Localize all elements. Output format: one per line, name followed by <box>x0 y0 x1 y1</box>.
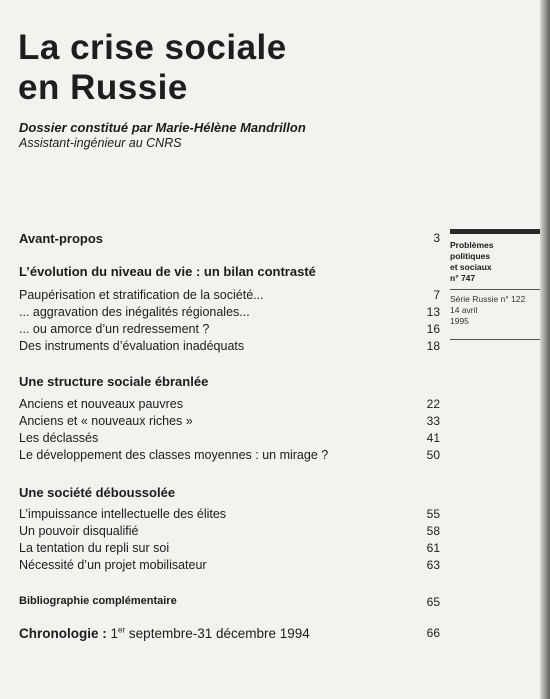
issue-date: 14 avril <box>450 305 478 315</box>
issue-year: 1995 <box>450 316 469 326</box>
title-line-2: en Russie <box>18 68 188 107</box>
toc-entry[interactable]: ... aggravation des inégalités régionales... 13 <box>19 305 440 319</box>
page-number: 61 <box>426 541 440 555</box>
toc-entry[interactable]: Paupérisation et stratification de la société... 7 <box>19 288 440 302</box>
toc-entry[interactable]: Anciens et nouveaux pauvres 22 <box>19 397 440 411</box>
author-role: Assistant-ingénieur au CNRS <box>19 136 182 150</box>
series-info <box>450 294 540 327</box>
page-number: 65 <box>426 595 440 609</box>
toc-entry[interactable]: ... ou amorce d’un redressement ? 16 <box>19 322 440 336</box>
page-edge-shadow <box>540 0 550 699</box>
page-number: 66 <box>426 626 440 640</box>
page-number: 55 <box>426 507 440 521</box>
page-number: 58 <box>426 524 440 538</box>
sidebar-bottom-rule <box>450 339 540 340</box>
chronologie-label: Chronologie : <box>19 626 107 641</box>
section-heading-structure-sociale: Une structure sociale ébranlée <box>19 374 209 389</box>
toc-entry[interactable]: Des instruments d’évaluation inadéquats 18 <box>19 339 440 353</box>
page-number: 22 <box>426 397 440 411</box>
series-number: Série Russie n° 122 <box>450 294 526 304</box>
toc-entry[interactable]: Anciens et « nouveaux riches » 33 <box>19 414 440 428</box>
page-title <box>18 28 287 108</box>
toc-entry[interactable]: Le développement des classes moyennes : un mirage ? 50 <box>19 448 440 462</box>
toc-entry[interactable]: Les déclassés 41 <box>19 431 440 445</box>
title-line-1: La crise sociale <box>18 28 287 67</box>
author-line: Dossier constitué par Marie-Hélène Mandrillon <box>19 120 306 135</box>
page-number: 63 <box>426 558 440 572</box>
series-title: Problèmes politiques et sociaux n° 747 <box>450 240 540 284</box>
toc-chronologie[interactable] <box>19 626 440 644</box>
page-number: 7 <box>433 288 440 302</box>
chronologie-period: septembre-31 décembre 1994 <box>128 626 310 641</box>
section-heading-societe-deboussolee: Une société déboussolée <box>19 485 176 500</box>
chronologie-day: 1 <box>110 626 119 641</box>
issue-number: n° 747 <box>450 273 476 283</box>
toc-entry[interactable]: Un pouvoir disqualifié 58 <box>19 524 440 538</box>
page-number: 3 <box>433 231 440 245</box>
series-sidebar <box>450 229 540 340</box>
page-number: 50 <box>426 448 440 462</box>
sidebar-divider <box>450 289 540 290</box>
page-number: 18 <box>426 339 440 353</box>
toc-avant-propos[interactable]: Avant-propos 3 <box>19 231 440 246</box>
toc-entry[interactable]: L’impuissance intellectuelle des élites 55 <box>19 507 440 521</box>
toc-entry[interactable]: Nécessité d’un projet mobilisateur 63 <box>19 558 440 572</box>
chronologie-day-suffix: er <box>118 625 126 635</box>
toc-bibliographie[interactable]: Bibliographie complémentaire 65 <box>19 595 440 609</box>
page-number: 33 <box>426 414 440 428</box>
page-number: 41 <box>426 431 440 445</box>
section-heading-niveau-de-vie: L’évolution du niveau de vie : un bilan contrasté <box>19 264 316 279</box>
page-number: 16 <box>426 322 440 336</box>
toc-entry[interactable]: La tentation du repli sur soi 61 <box>19 541 440 555</box>
page-number: 13 <box>426 305 440 319</box>
